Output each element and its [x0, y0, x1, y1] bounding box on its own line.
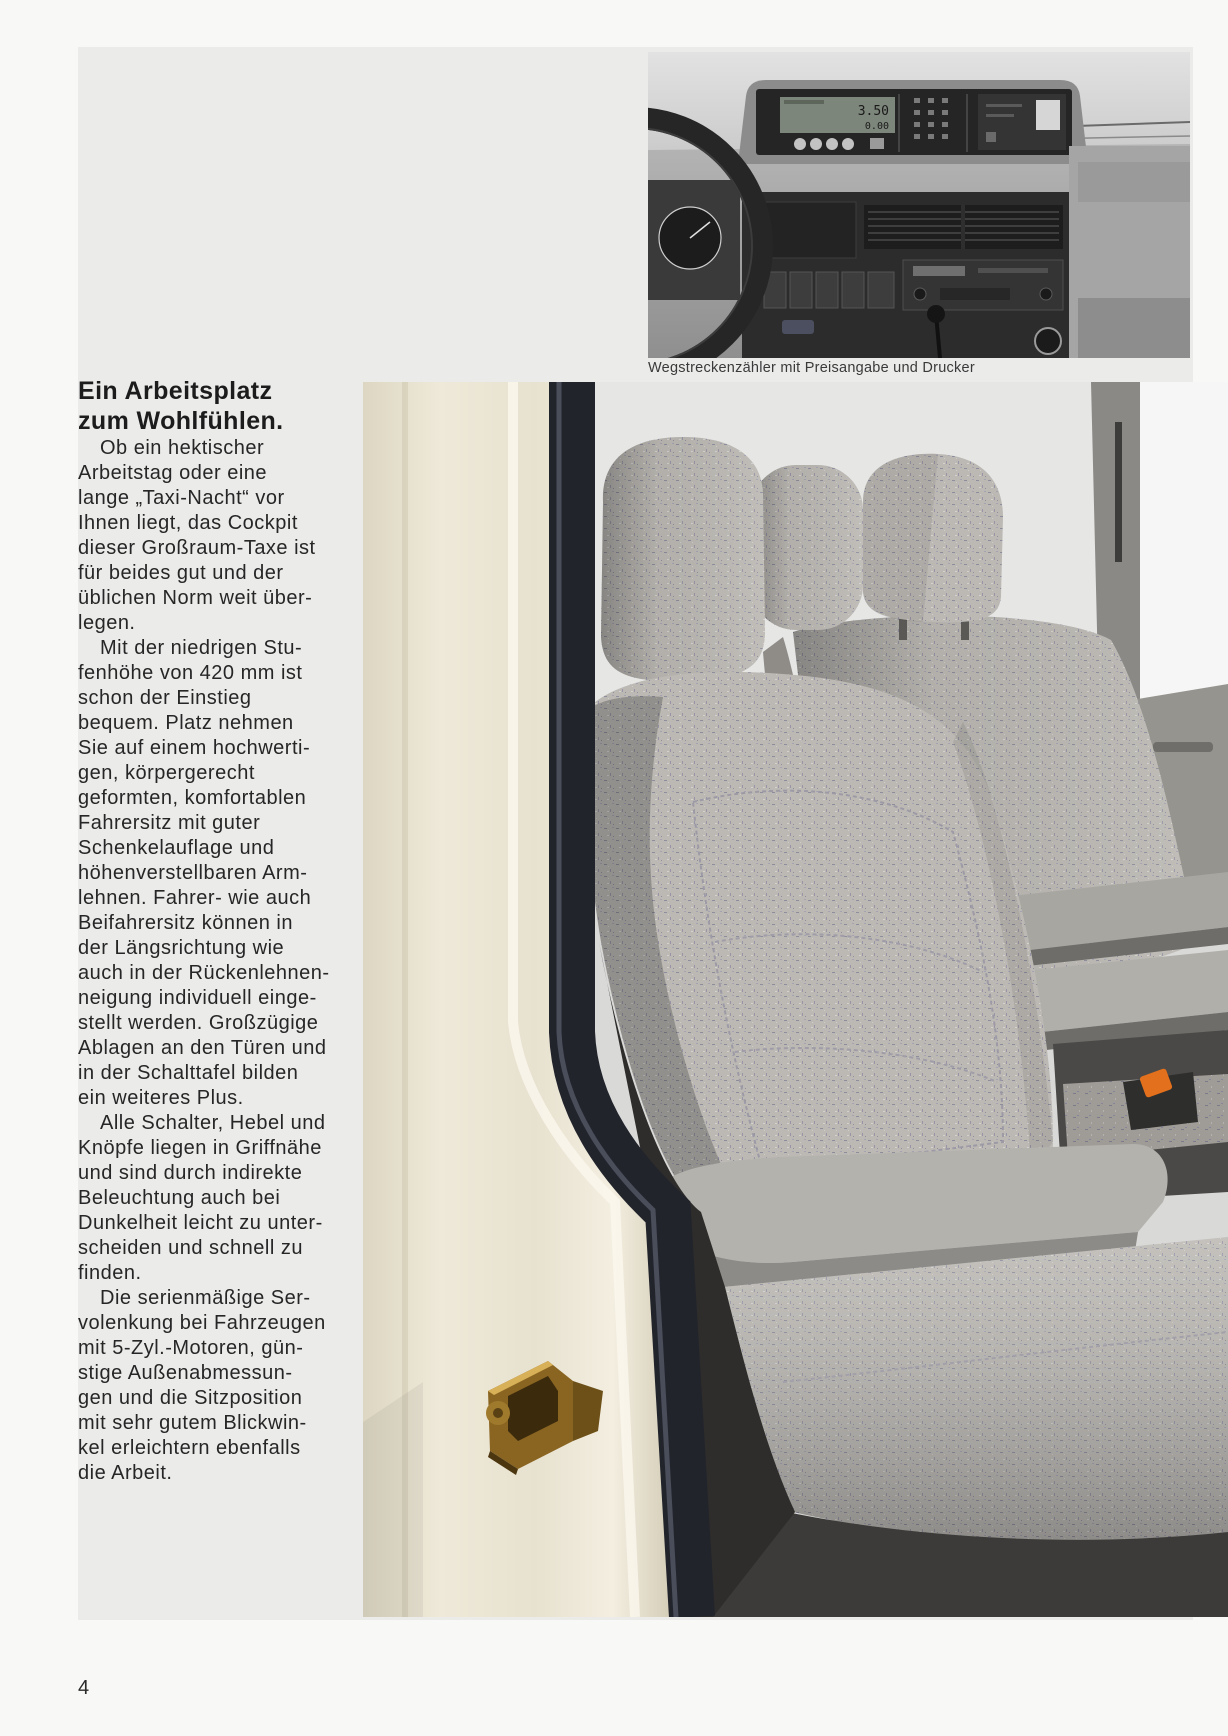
heading-line: zum Wohlfühlen.	[78, 407, 284, 435]
body-line: in der Schalttafel bilden	[78, 1062, 299, 1084]
body-line: mit 5-Zyl.-Motoren, gün-	[78, 1337, 304, 1359]
instrument-cluster	[648, 180, 740, 300]
body-line: bequem. Platz nehmen	[78, 712, 294, 734]
center-console	[742, 192, 1069, 358]
body-line: Dunkelheit leicht zu unter-	[78, 1212, 323, 1234]
receipt-printer	[978, 94, 1066, 150]
fare-reading: 3.50	[857, 104, 889, 119]
body-line: schon der Einstieg	[78, 687, 252, 709]
body-line: stige Außenabmessun-	[78, 1362, 293, 1384]
meter-button	[794, 138, 806, 150]
body-line: ein weiteres Plus.	[78, 1087, 244, 1109]
body-line: lange „Taxi-Nacht“ vor	[78, 487, 285, 509]
body-line: Beifahrersitz können in	[78, 912, 293, 934]
body-line: lehnen. Fahrer- wie auch	[78, 887, 312, 909]
body-line: die Arbeit.	[78, 1462, 173, 1484]
radio	[903, 260, 1063, 310]
seats-photo	[363, 382, 1228, 1617]
body-line: Beleuchtung auch bei	[78, 1187, 281, 1209]
body-line: Sie auf einem hochwerti-	[78, 737, 311, 759]
taximeter	[756, 89, 1072, 155]
body-line: Fahrersitz mit guter	[78, 812, 261, 834]
body-line: der Längsrichtung wie	[78, 937, 285, 959]
heading-line: Ein Arbeitsplatz	[78, 377, 273, 405]
body-text	[78, 436, 360, 1486]
dashboard-caption: Wegstreckenzähler mit Preisangabe und Drucker	[648, 360, 975, 376]
seats-photo-art	[363, 382, 1228, 1617]
dashboard-photo	[648, 52, 1190, 358]
body-line: finden.	[78, 1262, 142, 1284]
side-window	[1140, 382, 1228, 702]
surcharge-reading: 0.00	[864, 121, 889, 132]
switch-row	[764, 272, 894, 308]
paragraph-first-line: Mit der niedrigen Stu-	[100, 637, 303, 659]
right-dashboard	[1069, 146, 1190, 358]
seat-belt-strap	[1115, 422, 1122, 562]
dashboard-photo-art	[648, 52, 1190, 358]
page-number: 4	[78, 1677, 90, 1699]
body-line: höhenverstellbaren Arm-	[78, 862, 308, 884]
paragraph-first-line: Alle Schalter, Hebel und	[100, 1112, 326, 1134]
body-line: gen, körpergerecht	[78, 762, 255, 784]
body-line: dieser Großraum-Taxe ist	[78, 537, 316, 559]
body-line: Knöpfe liegen in Griffnähe	[78, 1137, 322, 1159]
body-line: scheiden und schnell zu	[78, 1237, 303, 1259]
body-line: und sind durch indirekte	[78, 1162, 303, 1184]
body-line: Schenkelauflage und	[78, 837, 275, 859]
body-line: Ihnen liegt, das Cockpit	[78, 512, 298, 534]
paragraph-first-line: Die serienmäßige Ser-	[100, 1287, 311, 1309]
body-line: stellt werden. Großzügige	[78, 1012, 319, 1034]
body-line: legen.	[78, 612, 136, 634]
body-line: üblichen Norm weit über-	[78, 587, 313, 609]
body-line: volenkung bei Fahrzeugen	[78, 1312, 326, 1334]
body-line: kel erleichtern ebenfalls	[78, 1437, 301, 1459]
body-line: mit sehr gutem Blickwin-	[78, 1412, 307, 1434]
air-vents	[864, 205, 1063, 249]
body-line: auch in der Rückenlehnen-	[78, 962, 330, 984]
body-line: gen und die Sitzposition	[78, 1387, 303, 1409]
body-line: für beides gut und der	[78, 562, 284, 584]
body-line: Ablagen an den Türen und	[78, 1037, 327, 1059]
small-control	[782, 320, 814, 334]
body-line: Arbeitstag oder eine	[78, 462, 268, 484]
clock	[1035, 328, 1061, 354]
body-line: fenhöhe von 420 mm ist	[78, 662, 303, 684]
body-line: neigung individuell einge-	[78, 987, 317, 1009]
paragraph-first-line: Ob ein hektischer	[100, 437, 265, 459]
section-heading	[78, 376, 358, 436]
body-line: geformten, komfortablen	[78, 787, 307, 809]
